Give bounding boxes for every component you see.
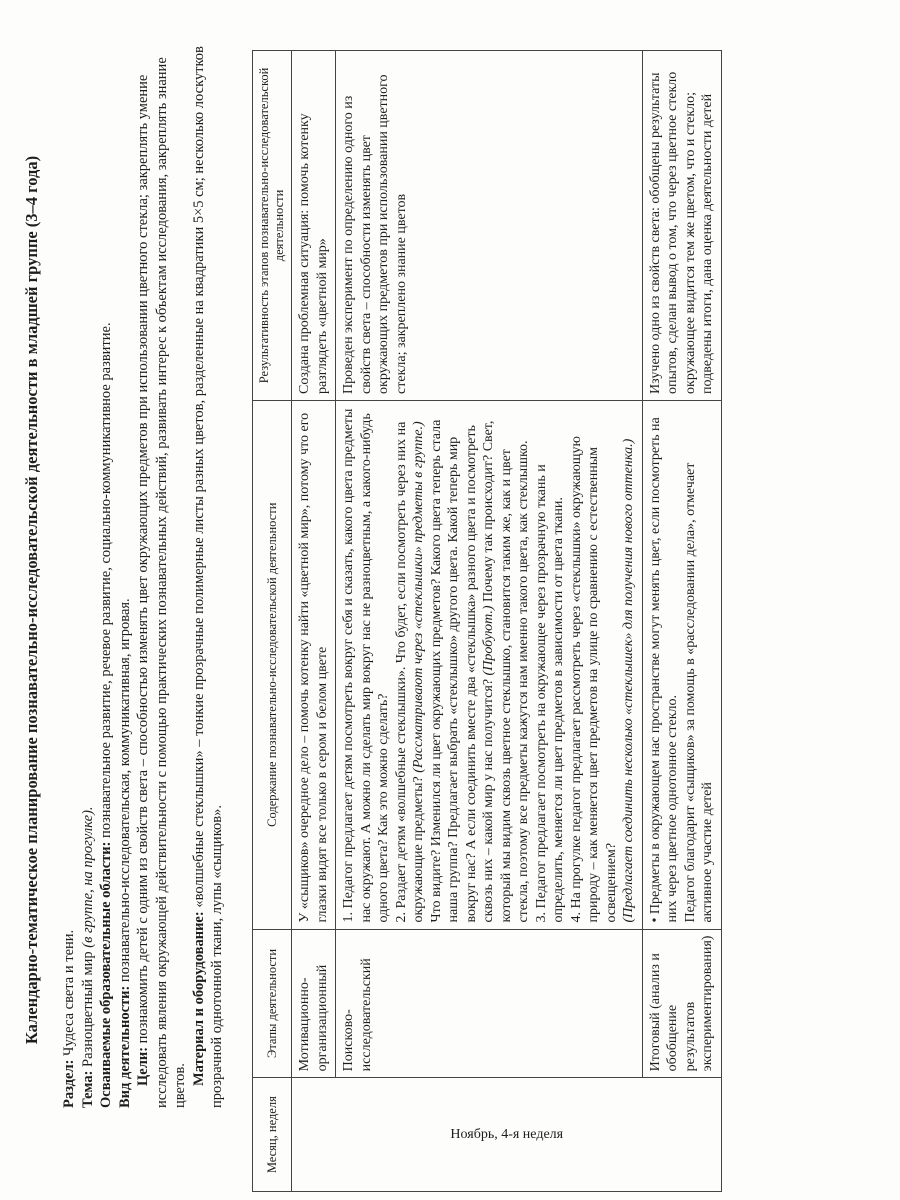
header-month: Месяц, неделя [253, 1078, 292, 1192]
topic-label: Тема: [79, 1070, 96, 1108]
activity-type-value: познавательно-исследовательская, коммуникативная, игровая. [116, 598, 133, 986]
conclusion-text: Педагог благодарит «сыщиков» за помощь в «расследовании дела», отмечает активное участие детей [682, 462, 715, 923]
lesson-header [60, 40, 227, 1108]
header-stage: Этапы деятельности [253, 929, 292, 1078]
step-2-text-a: 2. Раздает детям «волшебные стеклышки». Что будет, если посмотреть через них на окружающие предметы? [393, 421, 426, 923]
materials-line [190, 40, 227, 1108]
activity-type-label: Вид деятельности: [116, 985, 133, 1108]
page-title: Календарно-тематическое планирование познавательно-исследовательской деятельности в младшей группе (3–4 года) [22, 155, 41, 1045]
table-row [292, 51, 336, 1192]
step-2-italic-2: (Пробуют.) [481, 605, 496, 676]
areas-label: Осваиваемые образовательные области: [98, 841, 114, 1108]
section-label: Раздел: [61, 1059, 77, 1108]
topic-note: (в группе, на прогулке). [79, 806, 96, 948]
step-2-text-c: Почему так происходит? Свет, который мы видим сквозь цветное стеклышко, становится таким же, как и цвет стекла, поэтому все предметы кажутся нам именно такого цвета, как стеклышко. [481, 420, 531, 923]
areas-value: познавательное развитие, речевое развитие, социально-коммуникативное развитие. [98, 322, 114, 842]
table-row [642, 51, 721, 1192]
step-4 [568, 407, 638, 923]
conclusion-bullet: • Предметы в окружающем нас пространстве могут менять цвет, если посмотреть на них через цветное однотонное стекло. [647, 417, 680, 923]
activity-type-line [116, 40, 135, 1108]
header-content: Содержание познавательно-исследовательской деятельности [253, 400, 292, 929]
table-header-row [253, 51, 292, 1192]
topic-line [79, 40, 98, 1108]
topic-value: Разноцветный мир [79, 947, 96, 1071]
content-cell [642, 400, 721, 929]
planning-table [252, 50, 722, 1192]
section-line [60, 40, 79, 1108]
step-2 [393, 407, 533, 923]
goals-value: познакомить детей с одним из свойств света – способностью изменять цвет окружающих предметов при использовании цветного стекла; закреплять умение исследовать явления окружающей действительности с помощью практических познавательных действий, развивать интерес к объектам исследования, закреплять знание цветов. [135, 57, 188, 1108]
month-week-label: Ноябрь, 4-я неделя [449, 1126, 563, 1142]
step-2-italic: (Рассматривают через «стеклышки» предметы в группе.) [411, 421, 426, 773]
goals-label: Цели: [135, 1046, 151, 1086]
materials-label: Материал и оборудование: [190, 911, 207, 1086]
step-2-text-b: Что видите? Изменился ли цвет окружающих предметов? Какого цвета теперь стала наша группа? Предлагает выбрать «стеклышко» другого цвета. Какой теперь мир вокруг нас? А если соединить вместе два «стеклышка» разного цвета и посмотреть сквозь них – какой мир у нас получится? [428, 419, 496, 923]
month-week-cell [292, 1078, 722, 1192]
table-row [336, 51, 643, 1192]
stage-cell: Поисково-исследовательский [336, 929, 643, 1078]
result-cell: Изучено одно из свойств света: обобщены результаты опытов, сделан вывод о том, что через цветное стекло окружающее видится тем же цветом, что и стекло; подведены итоги, дана оценка деятельности детей [642, 51, 721, 401]
step-4-text: 4. На прогулке педагог предлагает рассмотреть через «стеклышки» окружающую природу – как меняется цвет предметов на улице по сравнению с естественным освещением? [568, 435, 619, 923]
stage-cell: Мотивационно-организационный [292, 929, 336, 1078]
result-cell: Проведен эксперимент по определению одного из свойств света – способности изменять цвет окружающих предметов при использовании цветного стекла; закреплено знание цветов [336, 51, 643, 401]
content-cell: У «сыщиков» очередное дело – помочь котенку найти «цветной мир», потому что его глазки видят все только в сером и белом цвете [292, 400, 336, 929]
areas-line [97, 40, 116, 1108]
step-4-italic: (Предлагает соединить несколько «стеклышек» для получения нового оттенка.) [621, 438, 636, 923]
section-value: Чудеса света и тени. [61, 929, 77, 1060]
step-1: 1. Педагог предлагает детям посмотреть вокруг себя и сказать, какого цвета предметы нас окружают. А можно ли сделать мир вокруг нас не разноцветным, а какого-нибудь одного цвета? Как это можно сделать? [341, 408, 391, 923]
content-cell [336, 400, 643, 929]
result-cell: Создана проблемная ситуация: помочь котенку разглядеть «цветной мир» [292, 51, 336, 401]
stage-cell: Итоговый (анализ и обобщение результатов экспериментирования) [642, 929, 721, 1078]
goals-line [134, 40, 190, 1108]
step-3: 3. Педагог предлагает посмотреть на окружающее через прозрачную ткань и определить, меняется ли цвет предметов в зависимости от цвета ткани. [533, 464, 566, 923]
materials-value: «волшебные стеклышки» – тонкие прозрачные полимерные листы разных цветов, разделенные на квадратики 5×5 см; несколько лоскутков прозрачной однотонной ткани, лупы «сыщиков». [190, 46, 225, 1108]
header-result: Результативность этапов познавательно-исследовательской деятельности [253, 51, 292, 401]
